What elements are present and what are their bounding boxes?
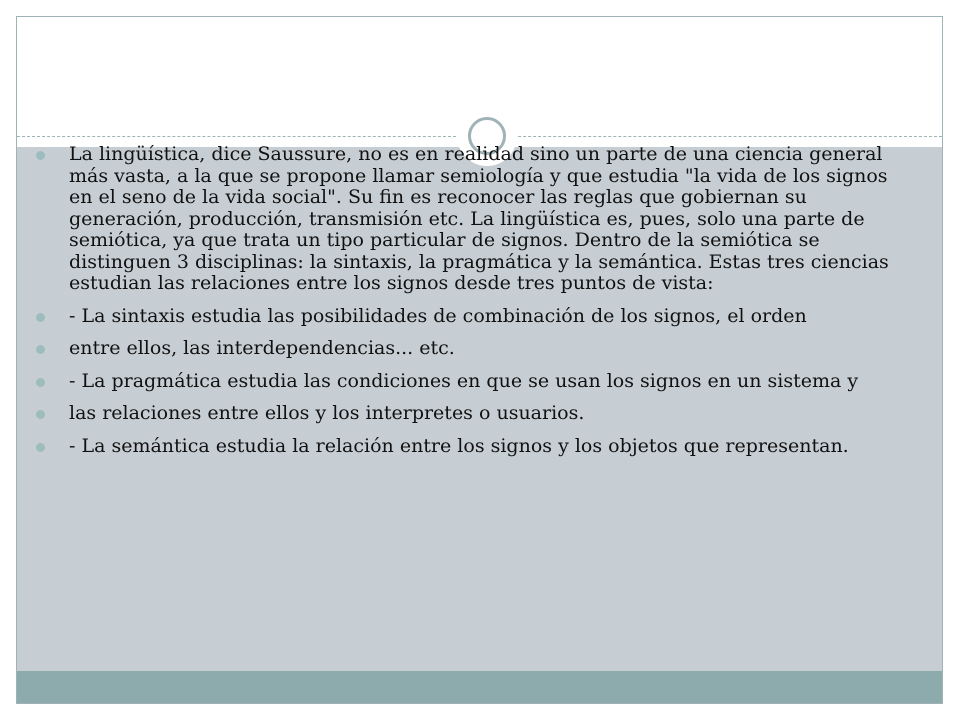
bullet-text: La lingüística, dice Saussure, no es en realidad sino un parte de una ciencia general más vasta, a la que se propone llamar semiología y que estudia "la vida de los signos en el seno de la vida social". Su fin es reconocer las reglas que gobiernan su generación, producción, transmisión etc. La lingüística es, pues, solo una parte de semiótica, ya que trata un tipo particular de signos. Dentro de la semiótica se distinguen 3 disciplinas: la sintaxis, la pragmática y la semántica. Estas tres ciencias estudian las relaciones entre los signos desde tres puntos de vista:: [69, 143, 889, 294]
bullet-dot-icon: [36, 378, 45, 387]
bullet-item: [36, 403, 896, 425]
bullet-text: - La pragmática estudia las condiciones en que se usan los signos en un sistema y: [69, 369, 859, 392]
bullet-item: [36, 371, 896, 393]
bullet-list: [36, 144, 896, 468]
footer-band: [17, 671, 942, 704]
bullet-text: - La semántica estudia la relación entre los signos y los objetos que representan.: [69, 434, 849, 457]
bullet-item: [36, 338, 896, 360]
bullet-dot-icon: [36, 443, 45, 452]
bullet-dot-icon: [36, 313, 45, 322]
bullet-text: - La sintaxis estudia las posibilidades de combinación de los signos, el orden: [69, 304, 807, 327]
bullet-text: las relaciones entre ellos y los interpretes o usuarios.: [69, 402, 585, 424]
bullet-item: [36, 144, 896, 295]
bullet-dot-icon: [36, 345, 45, 354]
bullet-item: [36, 306, 896, 328]
bullet-dot-icon: [36, 410, 45, 419]
bullet-dot-icon: [36, 151, 45, 160]
bullet-text: entre ellos, las interdependencias... etc.: [69, 337, 455, 359]
bullet-item: [36, 436, 896, 458]
